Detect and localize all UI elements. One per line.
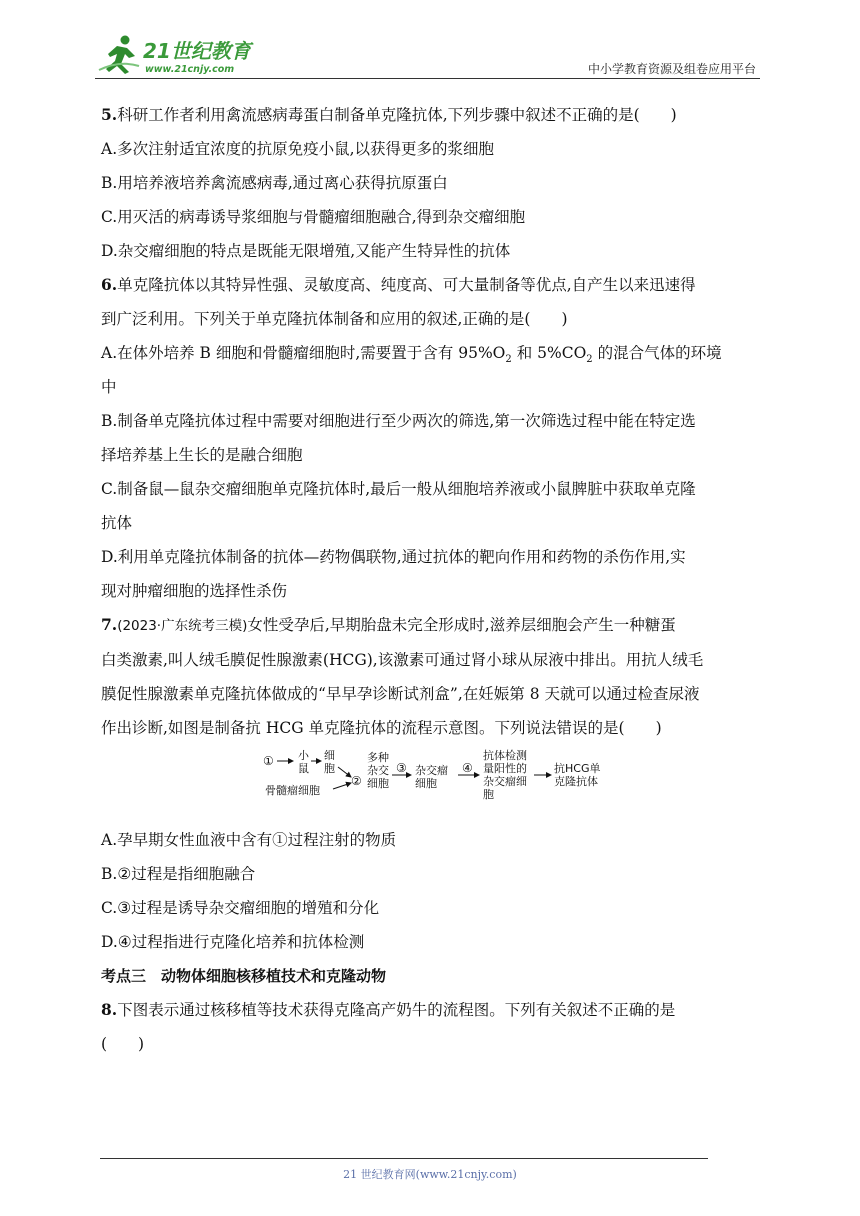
q6-option-b-cont: 择培养基上生长的是融合细胞	[101, 446, 303, 464]
flow-step-1: ①	[263, 754, 274, 768]
page-header	[95, 30, 760, 82]
flow-detect-4: 胞	[483, 788, 494, 801]
q6-option-b: B.制备单克隆抗体过程中需要对细胞进行至少两次的筛选,第一次筛选过程中能在特定选	[101, 412, 696, 430]
q6-option-a-cont: 中	[101, 378, 117, 396]
q5-option-a: A.多次注射适宜浓度的抗原免疫小鼠,以获得更多的浆细胞	[101, 140, 495, 158]
platform-name: 中小学教育资源及组卷应用平台	[587, 62, 756, 76]
question-content	[101, 98, 765, 1061]
footer-text: 21 世纪教育网(www.21cnjy.com)	[343, 1168, 517, 1181]
flow-multi-1: 多种	[367, 751, 389, 764]
q8-stem: 8.下图表示通过核移植等技术获得克隆高产奶牛的流程图。下列有关叙述不正确的是	[101, 1000, 676, 1019]
flow-hybrid-2: 细胞	[415, 777, 437, 790]
flow-arrow-3	[338, 767, 351, 777]
flow-cell-1: 细	[324, 749, 335, 762]
q5-option-b: B.用培养液培养禽流感病毒,通过离心获得抗原蛋白	[101, 174, 448, 192]
q6-stem: 6.单克隆抗体以其特异性强、灵敏度高、纯度高、可大量制备等优点,自产生以来迅速得	[101, 275, 696, 294]
q7-option-a: A.孕早期女性血液中含有①过程注射的物质	[101, 831, 397, 849]
hcg-flow-diagram	[101, 747, 765, 819]
q7-stem-cont-3: 作出诊断,如图是制备抗 HCG 单克隆抗体的流程示意图。下列说法错误的是( )	[101, 719, 662, 737]
flow-step-2: ②	[351, 774, 362, 788]
flow-cell-2: 胞	[324, 762, 335, 775]
flow-detect-2: 量阳性的	[483, 762, 527, 775]
q5-stem: 5.科研工作者利用禽流感病毒蛋白制备单克隆抗体,下列步骤中叙述不正确的是( )	[101, 105, 677, 124]
flow-result-1: 抗HCG单	[554, 762, 601, 775]
flow-result-2: 克隆抗体	[554, 775, 598, 788]
flow-detect-3: 杂交瘤细	[483, 775, 527, 788]
section-heading: 考点三 动物体细胞核移植技术和克隆动物	[101, 967, 387, 985]
svg-text:21世纪教育: 21世纪教育	[143, 39, 251, 63]
flow-step-4: ④	[462, 761, 473, 775]
q7-option-c: C.③过程是诱导杂交瘤细胞的增殖和分化	[101, 899, 380, 917]
q5-option-d: D.杂交瘤细胞的特点是既能无限增殖,又能产生特异性的抗体	[101, 242, 511, 260]
header-divider	[95, 78, 760, 79]
flow-multi-3: 细胞	[367, 777, 389, 790]
logo-21cnjy	[95, 30, 265, 80]
q7-stem-cont-1: 白类激素,叫人绒毛膜促性腺激素(HCG),该激素可通过肾小球从尿液中排出。用抗人绒毛	[101, 651, 704, 669]
q8-stem-cont: ( )	[101, 1035, 145, 1053]
flow-myeloma: 骨髓瘤细胞	[265, 784, 320, 797]
q7-option-b: B.②过程是指细胞融合	[101, 865, 256, 883]
q7-option-d: D.④过程指进行克隆化培养和抗体检测	[101, 933, 365, 951]
footer-divider	[100, 1158, 708, 1159]
flow-hybrid-1: 杂交瘤	[415, 764, 448, 777]
q5-option-c: C.用灭活的病毒诱导浆细胞与骨髓瘤细胞融合,得到杂交瘤细胞	[101, 208, 526, 226]
svg-text:www.21cnjy.com: www.21cnjy.com	[145, 64, 235, 75]
q7-stem-cont-2: 膜促性腺激素单克隆抗体做成的“早早孕诊断试剂盒”,在妊娠第 8 天就可以通过检查尿液	[101, 685, 700, 703]
flow-step-3: ③	[396, 761, 407, 775]
q6-option-c: C.制备鼠—鼠杂交瘤细胞单克隆抗体时,最后一般从细胞培养液或小鼠脾脏中获取单克隆	[101, 480, 696, 498]
q6-option-a: A.在体外培养 B 细胞和骨髓瘤细胞时,需要置于含有 $95\%O_2$ 和 $5\%CO_2$ 的混合气体的环境	[101, 344, 722, 366]
q6-option-c-cont: 抗体	[101, 514, 133, 532]
q6-stem-cont: 到广泛利用。下列关于单克隆抗体制备和应用的叙述,正确的是( )	[101, 310, 568, 328]
flow-detect-1: 抗体检测	[483, 749, 527, 762]
flow-arrow-4	[333, 783, 351, 789]
q6-option-d: D.利用单克隆抗体制备的抗体—药物偶联物,通过抗体的靶向作用和药物的杀伤作用,实	[101, 548, 686, 566]
flow-multi-2: 杂交	[367, 764, 389, 777]
q7-stem: 7.(2023·广东统考三模)女性受孕后,早期胎盘未完全形成时,滋养层细胞会产生一种糖蛋	[101, 615, 676, 634]
flow-mouse-1: 小	[298, 749, 309, 762]
flow-mouse-2: 鼠	[298, 762, 309, 775]
q6-option-d-cont: 现对肿瘤细胞的选择性杀伤	[101, 582, 288, 600]
